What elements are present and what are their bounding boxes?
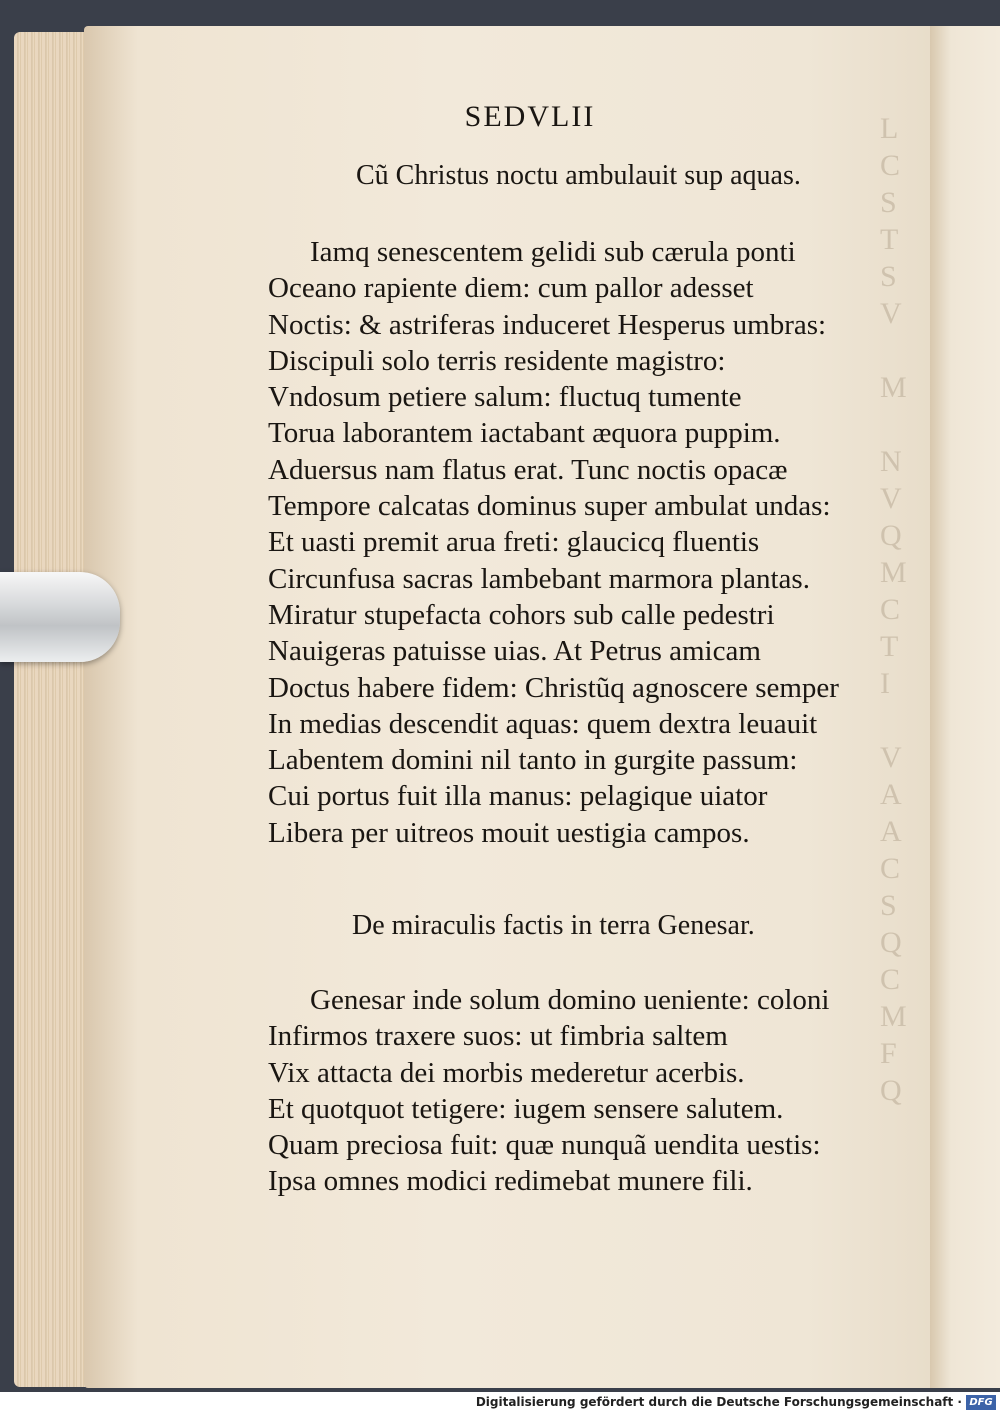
running-head: SEDVLII <box>464 100 596 133</box>
verse-line: In medias descendit aquas: quem dextra leuauit <box>268 707 818 740</box>
verse-line: Et quotquot tetigere: iugem sensere salutem. <box>268 1092 784 1125</box>
verse-line: Miratur stupefacta cohors sub calle pedestri <box>268 598 775 631</box>
verse-line: Libera per uitreos mouit uestigia campos. <box>268 816 750 849</box>
verse-line: Vix attacta dei morbis mederetur acerbis. <box>268 1056 745 1089</box>
digitization-footer <box>0 1392 1000 1415</box>
verse-line: Et uasti premit arua freti: glaucicq fluentis <box>268 526 760 559</box>
verse-line: Noctis: & astriferas induceret Hesperus umbras: <box>268 308 827 341</box>
verse-line: Iamq senescentem gelidi sub cærula ponti <box>310 236 796 268</box>
funding-credit: Digitalisierung gefördert durch die Deutsche Forschungsgemeinschaft · <box>475 1395 962 1409</box>
verse-block <box>268 982 829 1200</box>
verse-line: Cui portus fuit illa manus: pelagique uiator <box>268 780 768 813</box>
show-through-text: L C S T S V M N V Q M C T I V A A C S Q C M F Q <box>880 112 907 1107</box>
verse-line: Torua laborantem iactabant æquora puppim. <box>268 417 781 450</box>
verse-line: Tempore calcatas dominus super ambulat undas: <box>268 490 831 523</box>
section-rubric: De miraculis factis in terra Genesar. <box>352 910 755 941</box>
verse-line: Oceano rapiente diem: cum pallor adesset <box>268 272 754 305</box>
verse-line: Vndosum petiere salum: fluctuq tumente <box>268 381 742 414</box>
section-rubric: Cũ Christus noctu ambulauit sup aquas. <box>356 160 801 191</box>
verse-block <box>268 234 839 851</box>
verse-line: Discipuli solo terris residente magistro: <box>268 344 726 377</box>
book-clamp <box>0 572 120 662</box>
page-edges <box>14 32 94 1387</box>
verse-line: Aduersus nam flatus erat. Tunc noctis opacæ <box>268 453 788 486</box>
verse-line: Ipsa omnes modici redimebat munere fili. <box>268 1165 753 1198</box>
verse-line: Quam preciosa fuit: quæ nunquã uendita uestis: <box>268 1129 821 1162</box>
verse-line: Genesar inde solum domino ueniente: coloni <box>310 984 830 1016</box>
verse-line: Circunfusa sacras lambebant marmora plantas. <box>268 562 810 595</box>
verse-line: Doctus habere fidem: Christũq agnoscere semper <box>268 671 839 704</box>
verse-line: Infirmos traxere suos: ut fimbria saltem <box>268 1020 728 1053</box>
verse-line: Labentem domini nil tanto in gurgite passum: <box>268 744 798 777</box>
verse-line: Nauigeras patuisse uias. At Petrus amicam <box>268 635 761 668</box>
dfg-logo: DFG <box>966 1395 996 1410</box>
